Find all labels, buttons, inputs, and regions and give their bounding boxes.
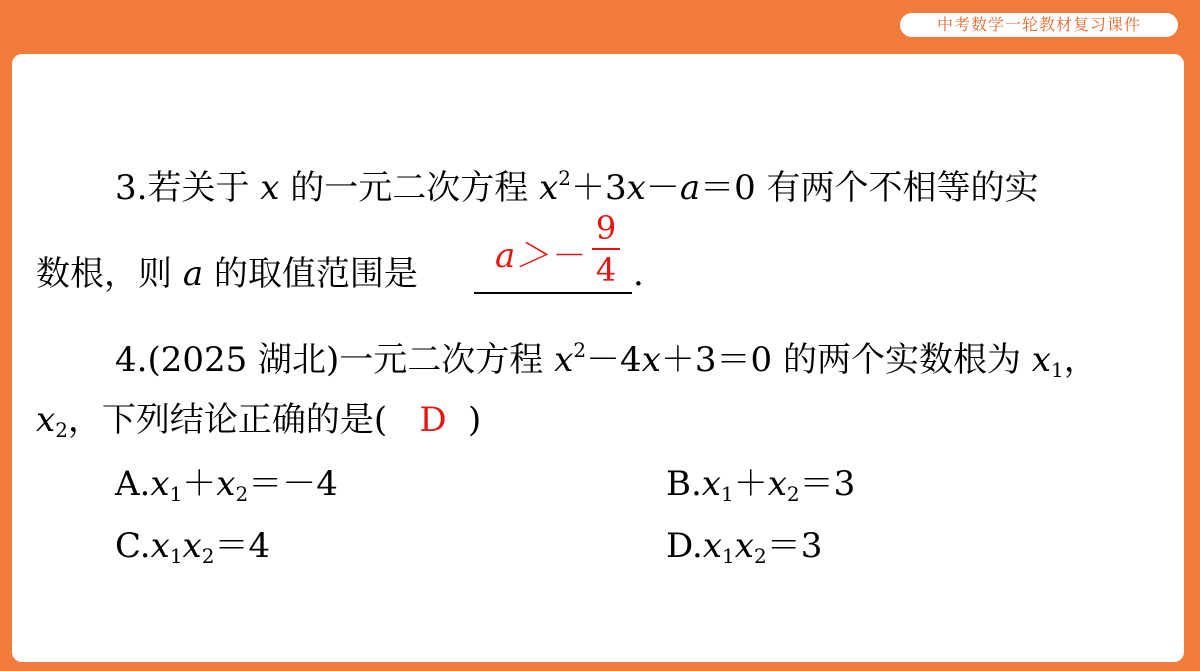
q3-answer: a＞－	[495, 236, 584, 276]
option-a: $A.x_1+x_2=-4$	[115, 464, 338, 506]
fraction-denominator: 4	[595, 251, 617, 289]
option-d: $D.x_1x_2=3$	[666, 526, 823, 568]
q4-answer: D	[419, 400, 447, 440]
course-tag: 中考数学一轮教材复习课件	[900, 13, 1178, 37]
option-c: $C.x_1x_2=4$	[115, 526, 271, 568]
option-b: $B.x_1+x_2=3$	[666, 464, 856, 506]
q4-line1: 4.(2025 湖北)一元二次方程 $x^2-4x+3=0$ 的两个实数根为 $x_1$，	[115, 338, 1098, 382]
q4-line2: $x_2$，下列结论正确的是( D )	[36, 400, 482, 442]
q3-period: .	[633, 254, 644, 294]
slide-content	[12, 54, 1184, 662]
q3-line1: 3.若关于 x 的一元二次方程 $x^2+3x-a=0$ 有两个不相等的实	[115, 166, 1039, 208]
fraction-numerator: 9	[595, 209, 617, 247]
q3-line2: 数根，则 a 的取值范围是	[36, 254, 418, 294]
fraction-bar	[592, 248, 620, 250]
q3-answer-fraction	[592, 210, 620, 288]
